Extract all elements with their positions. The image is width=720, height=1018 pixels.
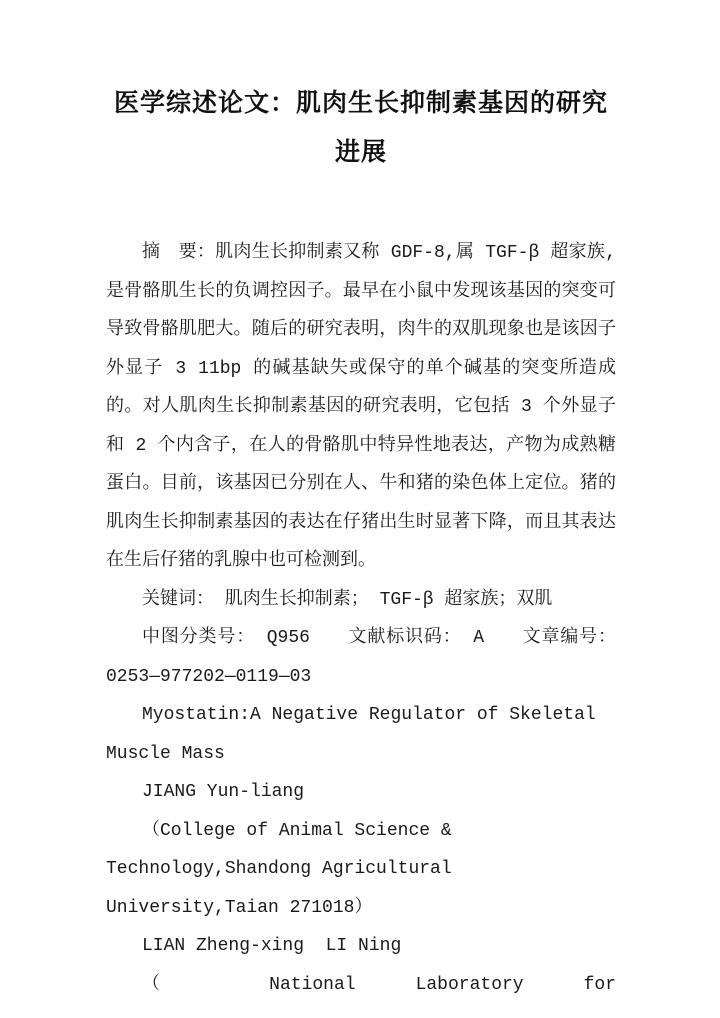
abstract-paragraph: 摘 要：肌肉生长抑制素又称 GDF-8,属 TGF-β 超家族,是骨骼肌生长的负调控因子。最早在小鼠中发现该基因的突变可导致骨骼肌肥大。随后的研究表明，肉牛的双肌现象也是该因子外显子 3 11bp 的碱基缺失或保守的单个碱基的突变所造成的。对人肌肉生长抑制素基因的研究表明，它包括 3 个外显子和 2 个内含子，在人的骨骼肌中特异性地表达，产物为成熟糖蛋白。目前，该基因已分别在人、牛和猪的染色体上定位。猪的肌肉生长抑制素基因的表达在仔猪出生时显著下降，而且其表达在生后仔猪的乳腺中也可检测到。 xyxy=(106,243,616,571)
author-line-2: LIAN Zheng-xing LI Ning xyxy=(142,936,402,956)
title-line-2: 进展 xyxy=(334,139,387,168)
classification-line: 中图分类号： Q956 文献标识码： A 文章编号：0253—977202—0119—03 xyxy=(106,628,616,687)
affiliation-line-2: （ National Laboratory for xyxy=(142,974,616,995)
title-line-1: 医学综述论文：肌肉生长抑制素基因的研究 xyxy=(113,90,608,119)
affiliation-line-1: （College of Animal Science & Technology,Shandong Agricultural University,Taian 271018） xyxy=(106,820,452,918)
english-title-line: Myostatin:A Negative Regulator of Skeletal Muscle Mass xyxy=(106,705,596,764)
author-line-1: JIANG Yun-liang xyxy=(142,782,305,802)
keywords-line: 关键词： 肌肉生长抑制素； TGF-β 超家族；双肌 xyxy=(142,589,553,610)
document-title xyxy=(106,80,616,178)
